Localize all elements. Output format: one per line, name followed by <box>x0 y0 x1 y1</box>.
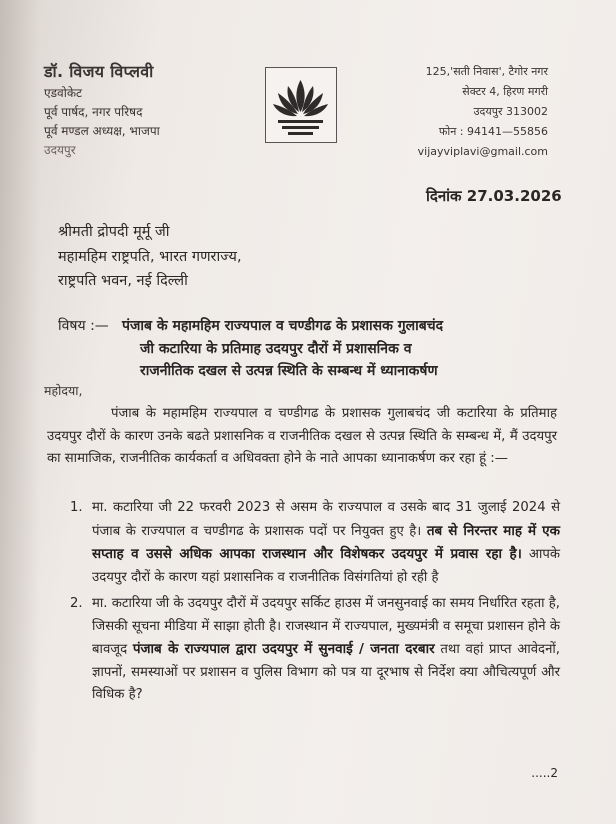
item-text-part: मा. कटारिया जी के उदयपुर दौरों में उदयपुर सर्किट हाउस में जनसुनवाई का समय निर्धारित रहता है, जिसकी सूचना मीडिया में साझा होती है। राजस्थान में राज्यपाल, मुख्यमंत्री व समूचा प्रशासन होने के बावजूद <box>92 596 560 657</box>
address-line: 125,'सती निवास', टैगोर नगर <box>425 65 548 78</box>
recipient-line: राष्ट्रपति भवन, नई दिल्ली <box>58 273 188 289</box>
phone-line: फोन : 94141—55856 <box>438 125 548 138</box>
salutation: महोदया, <box>44 383 83 398</box>
item-text-part: मा. कटारिया जी 22 फरवरी 2023 से असम के राज्यपाल व उसके बाद 31 जुलाई 2024 से पंजाब के राज्यपाल व चण्डीगढ के प्रशासक पदों पर नियुक्त हुए है। <box>92 500 560 539</box>
list-item <box>70 593 560 707</box>
recipient-line: महामहिम राष्ट्रपति, भारत गणराज्य, <box>58 248 242 265</box>
letter-date: दिनांक 27.03.2026 <box>426 187 562 205</box>
item-text-bold: तब से निरन्तर माह में एक सप्ताह व उससे अधिक आपका राजस्थान और विशेषकर उदयपुर में प्रवास रहा है। <box>92 522 560 562</box>
continuation-marker: .....2 <box>531 766 558 780</box>
sender-line: उदयपुर <box>44 143 76 157</box>
lotus-logo <box>265 67 337 143</box>
list-item <box>70 497 560 589</box>
item-text <box>92 497 560 589</box>
sender-block <box>44 62 160 160</box>
lotus-icon <box>266 68 335 141</box>
page-edge-shadow <box>0 0 40 824</box>
item-text-part: तथा वहां प्राप्त आवेदनों, ज्ञापनों, समस्याओं पर प्रशासन व पुलिस विभाग को पत्र या दूरभाष से निर्देश क्या औचित्यपूर्ण और विधिक है? <box>92 642 560 702</box>
sender-line: पूर्व पार्षद, नगर परिषद <box>44 105 143 119</box>
item-number: 1. <box>70 500 83 515</box>
address-line: उदयपुर 313002 <box>473 105 548 118</box>
sender-line: एडवोकेट <box>44 86 83 100</box>
subject-line: जी कटारिया के प्रतिमाह उदयपुर दौरों में प्रशासनिक व <box>140 340 412 357</box>
sender-name: डॉ. विजय विप्लवी <box>44 62 154 81</box>
item-text-bold: पंजाब के राज्यपाल द्वारा उदयपुर में सुनवाई / जनता दरबार <box>132 641 435 657</box>
item-number: 2. <box>70 596 83 611</box>
sender-line: पूर्व मण्डल अध्यक्ष, भाजपा <box>44 124 160 138</box>
address-line: सेक्टर 4, हिरण मगरी <box>462 85 548 98</box>
intro-paragraph-block <box>47 403 557 473</box>
subject-line: राजनीतिक दखल से उत्पन्न स्थिति के सम्बन्ध में ध्यानाकर्षण <box>140 363 438 379</box>
intro-paragraph: पंजाब के महामहिम राज्यपाल व चण्डीगढ के प्रशासक गुलाबचंद जी कटारिया के प्रतिमाह उदयपुर दौरों के कारण उनके बढते प्रशासनिक व राजनीतिक दखल से उत्पन्न स्थिति के सम्बन्ध में, मैं उदयपुर का सामाजिक, राजनीतिक कार्यकर्ता व अधिवक्ता होने के नाते आपका ध्यानाकर्षण कर रहा हूं :— <box>47 406 557 466</box>
address-block <box>418 62 548 162</box>
email-line: vijayviplavi@gmail.com <box>417 145 548 158</box>
subject-block <box>58 315 570 383</box>
recipient-block <box>58 220 242 294</box>
subject-label: विषय :— <box>58 318 109 334</box>
item-text-part: आपके उदयपुर दौरों के कारण यहां प्रशासनिक व राजनीतिक विसंगतियां हो रही है <box>92 547 560 585</box>
item-text <box>92 593 560 707</box>
subject-line: पंजाब के महामहिम राज्यपाल व चण्डीगढ के प्रशासक गुलाबचंद <box>122 318 444 334</box>
recipient-line: श्रीमती द्रोपदी मूर्मू जी <box>58 224 170 240</box>
points-list <box>70 497 560 711</box>
